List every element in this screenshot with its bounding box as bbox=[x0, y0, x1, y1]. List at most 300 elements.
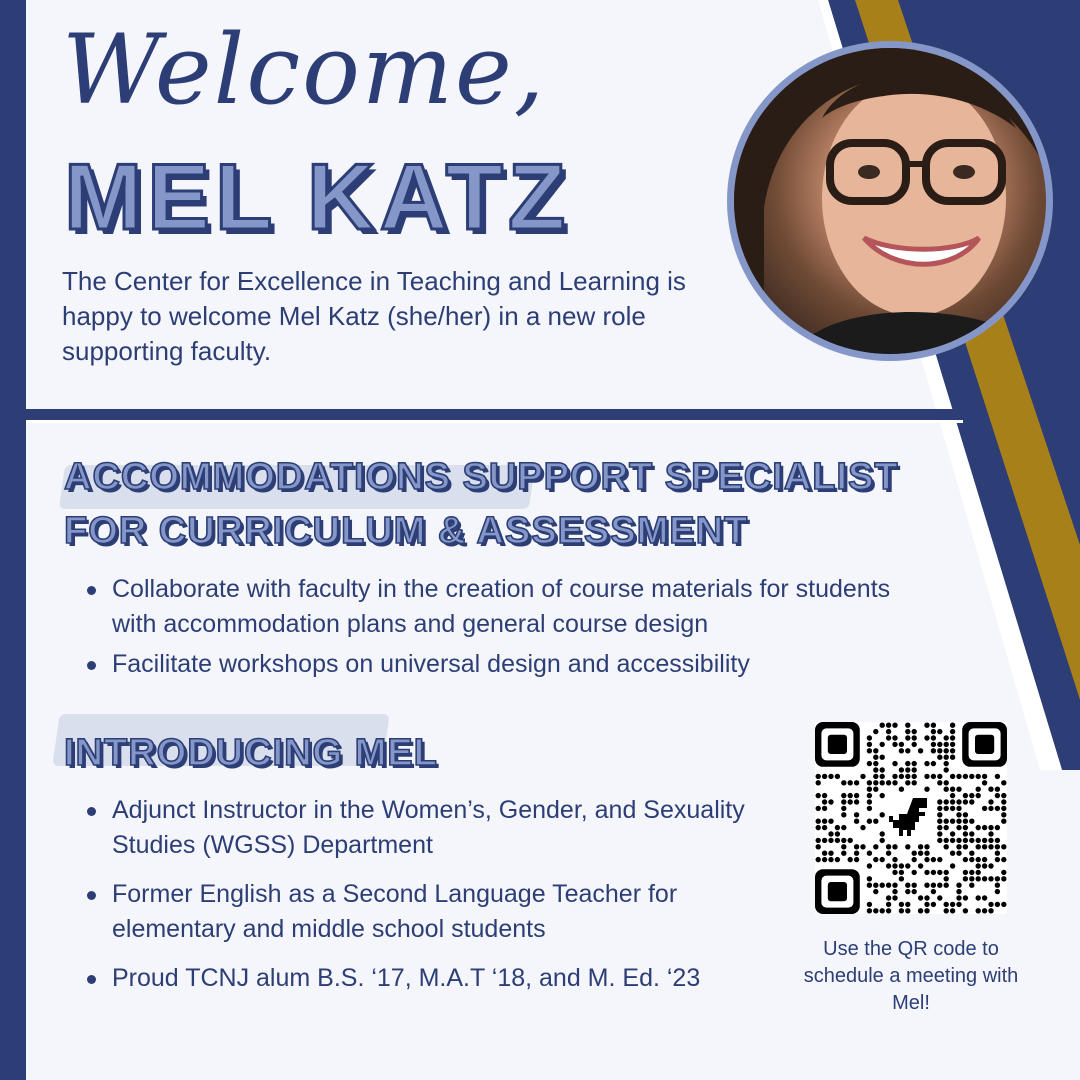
qr-module bbox=[956, 883, 961, 888]
qr-module bbox=[924, 723, 929, 728]
qr-module bbox=[950, 755, 955, 760]
qr-module bbox=[944, 819, 949, 824]
qr-module bbox=[892, 889, 897, 894]
qr-module bbox=[976, 870, 981, 875]
qr-module bbox=[950, 735, 955, 740]
qr-module bbox=[822, 774, 827, 779]
qr-module bbox=[892, 870, 897, 875]
qr-module bbox=[880, 831, 885, 836]
qr-module bbox=[956, 787, 961, 792]
qr-module bbox=[886, 883, 891, 888]
qr-module bbox=[950, 742, 955, 747]
qr-module bbox=[944, 799, 949, 804]
qr-module bbox=[950, 723, 955, 728]
qr-module bbox=[956, 902, 961, 907]
qr-module bbox=[931, 902, 936, 907]
qr-module bbox=[963, 844, 968, 849]
qr-module bbox=[899, 863, 904, 868]
qr-module bbox=[841, 799, 846, 804]
qr-module bbox=[950, 787, 955, 792]
qr-module bbox=[899, 870, 904, 875]
qr-module bbox=[886, 735, 891, 740]
qr-module bbox=[976, 825, 981, 830]
qr-module bbox=[1001, 844, 1006, 849]
qr-module bbox=[848, 793, 853, 798]
qr-module bbox=[988, 876, 993, 881]
qr-module bbox=[841, 806, 846, 811]
qr-module bbox=[854, 851, 859, 856]
qr-module bbox=[969, 793, 974, 798]
qr-module bbox=[924, 787, 929, 792]
qr-module bbox=[944, 780, 949, 785]
qr-module bbox=[867, 806, 872, 811]
qr-module bbox=[976, 863, 981, 868]
qr-module bbox=[950, 806, 955, 811]
qr-module bbox=[956, 844, 961, 849]
qr-module bbox=[931, 774, 936, 779]
qr-module bbox=[963, 819, 968, 824]
qr-module bbox=[937, 780, 942, 785]
qr-module bbox=[892, 780, 897, 785]
qr-module bbox=[880, 780, 885, 785]
portrait-illustration bbox=[734, 48, 1046, 354]
left-border bbox=[0, 0, 26, 1080]
qr-module bbox=[976, 838, 981, 843]
qr-module bbox=[873, 883, 878, 888]
qr-module bbox=[912, 729, 917, 734]
qr-module bbox=[988, 799, 993, 804]
qr-module bbox=[912, 735, 917, 740]
qr-module bbox=[841, 838, 846, 843]
qr-module bbox=[822, 806, 827, 811]
qr-module bbox=[963, 895, 968, 900]
qr-module bbox=[835, 825, 840, 830]
qr-module bbox=[982, 908, 987, 913]
qr-module bbox=[873, 844, 878, 849]
qr-module bbox=[969, 870, 974, 875]
qr-module bbox=[944, 806, 949, 811]
qr-module bbox=[841, 851, 846, 856]
qr-module bbox=[918, 844, 923, 849]
qr-module bbox=[1001, 793, 1006, 798]
qr-module bbox=[931, 883, 936, 888]
qr-module bbox=[969, 883, 974, 888]
qr-module bbox=[886, 729, 891, 734]
qr-module bbox=[873, 787, 878, 792]
qr-module bbox=[950, 729, 955, 734]
qr-module bbox=[880, 774, 885, 779]
qr-module bbox=[988, 838, 993, 843]
qr-module bbox=[912, 883, 917, 888]
qr-module bbox=[816, 774, 821, 779]
qr-module bbox=[918, 863, 923, 868]
qr-module bbox=[950, 851, 955, 856]
qr-module bbox=[976, 895, 981, 900]
qr-module bbox=[988, 825, 993, 830]
qr-module bbox=[822, 851, 827, 856]
qr-module bbox=[892, 895, 897, 900]
qr-module bbox=[988, 908, 993, 913]
qr-module bbox=[854, 799, 859, 804]
qr-module bbox=[995, 787, 1000, 792]
qr-module bbox=[873, 761, 878, 766]
qr-module bbox=[822, 838, 827, 843]
qr-module bbox=[1001, 806, 1006, 811]
qr-module bbox=[822, 857, 827, 862]
qr-module bbox=[944, 908, 949, 913]
qr-module bbox=[905, 729, 910, 734]
qr-module bbox=[924, 895, 929, 900]
qr-module bbox=[924, 774, 929, 779]
qr-module bbox=[976, 787, 981, 792]
qr-module bbox=[982, 806, 987, 811]
qr-module bbox=[816, 793, 821, 798]
qr-module bbox=[995, 857, 1000, 862]
qr-module bbox=[892, 883, 897, 888]
qr-module bbox=[892, 735, 897, 740]
qr-module bbox=[892, 774, 897, 779]
qr-module bbox=[944, 767, 949, 772]
facts-list bbox=[64, 793, 784, 1010]
qr-module bbox=[835, 838, 840, 843]
qr-module bbox=[944, 838, 949, 843]
qr-module bbox=[937, 838, 942, 843]
qr-module bbox=[899, 902, 904, 907]
qr-module bbox=[912, 780, 917, 785]
qr-module bbox=[982, 857, 987, 862]
qr-module bbox=[835, 857, 840, 862]
qr-module bbox=[867, 793, 872, 798]
qr-module bbox=[828, 857, 833, 862]
qr-module bbox=[867, 787, 872, 792]
qr-module bbox=[905, 908, 910, 913]
qr-module bbox=[931, 735, 936, 740]
person-name: MEL KATZ bbox=[64, 144, 571, 249]
qr-module bbox=[892, 742, 897, 747]
qr-module bbox=[950, 793, 955, 798]
qr-module bbox=[988, 831, 993, 836]
qr-module bbox=[937, 729, 942, 734]
qr-module bbox=[886, 851, 891, 856]
duties-list bbox=[64, 572, 914, 687]
qr-module bbox=[867, 780, 872, 785]
qr-module bbox=[988, 787, 993, 792]
qr-module bbox=[867, 761, 872, 766]
qr-module bbox=[822, 825, 827, 830]
qr-module bbox=[912, 761, 917, 766]
qr-module bbox=[963, 774, 968, 779]
qr-module bbox=[995, 844, 1000, 849]
qr-module bbox=[848, 780, 853, 785]
qr-module bbox=[982, 895, 987, 900]
qr-module bbox=[944, 787, 949, 792]
duty-item: Facilitate workshops on universal design and accessibility bbox=[64, 647, 914, 682]
qr-module bbox=[924, 870, 929, 875]
qr-module bbox=[841, 793, 846, 798]
qr-module bbox=[995, 851, 1000, 856]
qr-module bbox=[944, 742, 949, 747]
qr-module bbox=[899, 774, 904, 779]
qr-module bbox=[892, 761, 897, 766]
fact-item: Proud TCNJ alum B.S. ‘17, M.A.T ‘18, and M. Ed. ‘23 bbox=[64, 961, 784, 996]
qr-module bbox=[822, 799, 827, 804]
qr-module bbox=[924, 735, 929, 740]
qr-module bbox=[937, 895, 942, 900]
qr-module bbox=[828, 851, 833, 856]
qr-module bbox=[988, 844, 993, 849]
qr-module bbox=[944, 748, 949, 753]
qr-module bbox=[982, 838, 987, 843]
qr-module bbox=[905, 889, 910, 894]
qr-module bbox=[867, 819, 872, 824]
qr-module bbox=[867, 742, 872, 747]
qr-module bbox=[944, 844, 949, 849]
qr-module bbox=[899, 908, 904, 913]
fact-item: Former English as a Second Language Teacher for elementary and middle school students bbox=[64, 877, 784, 947]
qr-module bbox=[918, 908, 923, 913]
qr-module bbox=[816, 825, 821, 830]
qr-module bbox=[854, 812, 859, 817]
qr-module bbox=[828, 831, 833, 836]
qr-module bbox=[880, 812, 885, 817]
qr-module bbox=[924, 844, 929, 849]
qr-module bbox=[867, 902, 872, 907]
qr-module bbox=[1001, 812, 1006, 817]
role-title-line-1: ACCOMMODATIONS SUPPORT SPECIALIST bbox=[64, 456, 899, 498]
qr-module bbox=[937, 819, 942, 824]
qr-module bbox=[880, 793, 885, 798]
qr-module bbox=[867, 799, 872, 804]
qr-module bbox=[867, 735, 872, 740]
qr-module bbox=[924, 851, 929, 856]
qr-module bbox=[937, 774, 942, 779]
qr-module bbox=[816, 780, 821, 785]
qr-module bbox=[969, 799, 974, 804]
qr-module bbox=[905, 748, 910, 753]
qr-module bbox=[873, 857, 878, 862]
qr-module bbox=[828, 838, 833, 843]
dinosaur-icon bbox=[889, 798, 927, 836]
qr-module bbox=[944, 761, 949, 766]
qr-module bbox=[912, 851, 917, 856]
qr-module bbox=[1001, 780, 1006, 785]
qr-module bbox=[937, 812, 942, 817]
qr-module bbox=[982, 876, 987, 881]
qr-module bbox=[867, 748, 872, 753]
profile-photo bbox=[727, 41, 1053, 361]
role-title-line-2: FOR CURRICULUM & ASSESSMENT bbox=[64, 510, 749, 552]
qr-module bbox=[924, 908, 929, 913]
qr-module bbox=[969, 857, 974, 862]
qr-module bbox=[924, 883, 929, 888]
qr-module bbox=[816, 844, 821, 849]
qr-module bbox=[886, 895, 891, 900]
qr-module bbox=[963, 825, 968, 830]
qr-module bbox=[1001, 870, 1006, 875]
qr-module bbox=[963, 908, 968, 913]
qr-module bbox=[956, 895, 961, 900]
qr-module bbox=[931, 761, 936, 766]
qr-module bbox=[873, 767, 878, 772]
qr-module bbox=[950, 838, 955, 843]
qr-module bbox=[912, 767, 917, 772]
welcome-script: Welcome, bbox=[62, 14, 547, 126]
qr-module bbox=[867, 883, 872, 888]
qr-module bbox=[873, 755, 878, 760]
qr-module bbox=[924, 761, 929, 766]
duty-item: Collaborate with faculty in the creation of course materials for students with accommodation plans and general course design bbox=[64, 572, 914, 642]
qr-caption: Use the QR code to schedule a meeting with Mel! bbox=[803, 938, 1019, 1014]
qr-module bbox=[944, 755, 949, 760]
qr-module bbox=[854, 780, 859, 785]
qr-module bbox=[956, 851, 961, 856]
qr-module bbox=[976, 774, 981, 779]
qr-module bbox=[995, 774, 1000, 779]
qr-module bbox=[848, 799, 853, 804]
qr-module bbox=[873, 748, 878, 753]
qr-module bbox=[937, 883, 942, 888]
qr-module bbox=[873, 780, 878, 785]
qr-module bbox=[867, 851, 872, 856]
qr-module bbox=[931, 742, 936, 747]
qr-module bbox=[822, 793, 827, 798]
qr-module bbox=[848, 838, 853, 843]
qr-code-graphic[interactable] bbox=[815, 722, 1007, 914]
qr-module bbox=[995, 793, 1000, 798]
qr-module bbox=[905, 780, 910, 785]
qr-module bbox=[835, 831, 840, 836]
qr-module bbox=[899, 787, 904, 792]
qr-module bbox=[956, 812, 961, 817]
qr-module bbox=[873, 889, 878, 894]
qr-module bbox=[931, 729, 936, 734]
qr-module bbox=[956, 825, 961, 830]
introducing-heading: INTRODUCING MEL bbox=[64, 732, 438, 774]
qr-module bbox=[982, 844, 987, 849]
qr-module bbox=[976, 876, 981, 881]
qr-module bbox=[905, 863, 910, 868]
qr-module bbox=[880, 767, 885, 772]
qr-module bbox=[886, 902, 891, 907]
qr-module bbox=[835, 774, 840, 779]
qr-module bbox=[988, 806, 993, 811]
qr-module bbox=[918, 851, 923, 856]
qr-module bbox=[1001, 799, 1006, 804]
qr-module bbox=[867, 863, 872, 868]
qr-module bbox=[822, 819, 827, 824]
qr-module bbox=[944, 876, 949, 881]
qr-module bbox=[880, 742, 885, 747]
qr-module bbox=[937, 857, 942, 862]
qr-module bbox=[905, 844, 910, 849]
qr-module bbox=[956, 806, 961, 811]
qr-module bbox=[950, 748, 955, 753]
qr-module bbox=[905, 761, 910, 766]
qr-module bbox=[950, 831, 955, 836]
qr-module bbox=[982, 863, 987, 868]
qr-module bbox=[880, 838, 885, 843]
qr-module bbox=[918, 748, 923, 753]
qr-module bbox=[944, 825, 949, 830]
qr-module bbox=[816, 819, 821, 824]
qr-module bbox=[918, 895, 923, 900]
fact-item: Adjunct Instructor in the Women’s, Gender, and Sexuality Studies (WGSS) Department bbox=[64, 793, 784, 863]
qr-module bbox=[880, 883, 885, 888]
qr-module bbox=[912, 774, 917, 779]
qr-code[interactable] bbox=[815, 722, 1007, 914]
qr-module bbox=[886, 908, 891, 913]
qr-module bbox=[937, 799, 942, 804]
qr-module bbox=[963, 876, 968, 881]
qr-module bbox=[995, 838, 1000, 843]
qr-module bbox=[854, 819, 859, 824]
qr-module bbox=[892, 857, 897, 862]
qr-module bbox=[931, 889, 936, 894]
qr-module bbox=[988, 902, 993, 907]
qr-module bbox=[937, 831, 942, 836]
qr-module bbox=[931, 748, 936, 753]
qr-module bbox=[828, 799, 833, 804]
qr-module bbox=[924, 902, 929, 907]
qr-module bbox=[892, 844, 897, 849]
qr-module bbox=[950, 819, 955, 824]
qr-module bbox=[995, 876, 1000, 881]
qr-module bbox=[982, 780, 987, 785]
qr-module bbox=[982, 825, 987, 830]
qr-module bbox=[1001, 819, 1006, 824]
qr-module bbox=[963, 838, 968, 843]
qr-module bbox=[963, 793, 968, 798]
qr-module bbox=[931, 723, 936, 728]
qr-module bbox=[873, 819, 878, 824]
qr-module bbox=[1001, 902, 1006, 907]
qr-module bbox=[880, 857, 885, 862]
qr-module bbox=[912, 742, 917, 747]
qr-module bbox=[931, 857, 936, 862]
qr-module bbox=[995, 825, 1000, 830]
qr-module bbox=[912, 857, 917, 862]
qr-module bbox=[854, 793, 859, 798]
qr-module bbox=[892, 863, 897, 868]
qr-module bbox=[905, 735, 910, 740]
qr-module bbox=[956, 799, 961, 804]
qr-module bbox=[860, 844, 865, 849]
qr-module bbox=[976, 844, 981, 849]
qr-module bbox=[950, 774, 955, 779]
qr-module bbox=[976, 857, 981, 862]
qr-module bbox=[988, 863, 993, 868]
qr-module bbox=[867, 876, 872, 881]
qr-module bbox=[963, 831, 968, 836]
qr-module bbox=[841, 825, 846, 830]
qr-module bbox=[899, 748, 904, 753]
qr-module bbox=[899, 767, 904, 772]
qr-module bbox=[937, 825, 942, 830]
qr-module bbox=[969, 831, 974, 836]
qr-module bbox=[905, 883, 910, 888]
qr-module bbox=[880, 723, 885, 728]
qr-module bbox=[976, 908, 981, 913]
qr-module bbox=[860, 825, 865, 830]
qr-module bbox=[873, 774, 878, 779]
qr-module bbox=[912, 870, 917, 875]
qr-module bbox=[976, 793, 981, 798]
qr-module bbox=[969, 774, 974, 779]
qr-module bbox=[867, 908, 872, 913]
qr-module bbox=[956, 889, 961, 894]
qr-module bbox=[886, 780, 891, 785]
qr-module bbox=[937, 870, 942, 875]
